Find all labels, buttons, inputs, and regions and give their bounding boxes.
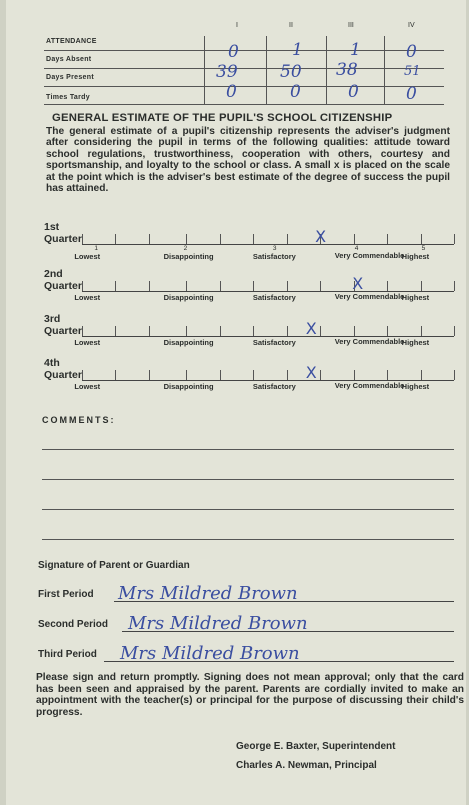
scale-tick — [220, 326, 221, 336]
scale-label: Very Commendable — [334, 337, 405, 346]
scale-label: Disappointing — [163, 293, 214, 302]
divider — [326, 36, 327, 104]
scale-label: Very Commendable — [334, 251, 405, 260]
scale-tick — [320, 370, 321, 380]
scale-label: Satisfactory — [252, 252, 296, 261]
superintendent-name: George E. Baxter, Superintendent — [236, 741, 396, 752]
column-header-2: II — [289, 22, 293, 29]
scale-tick — [220, 370, 221, 380]
scale-tick — [115, 234, 116, 244]
present-q3: 38 — [336, 60, 358, 80]
scale-tick — [454, 370, 455, 380]
absent-q1: 0 — [228, 42, 239, 62]
scale-tick — [186, 370, 187, 380]
absent-q2: 1 — [292, 40, 303, 60]
times-tardy-label: Times Tardy — [46, 94, 90, 101]
scale-tick — [82, 281, 83, 291]
scale-tick — [421, 326, 422, 336]
scale-number: 3 — [272, 245, 277, 252]
scale-tick — [253, 326, 254, 336]
citizenship-mark: X — [305, 319, 317, 338]
scale-label: Lowest — [74, 252, 101, 261]
quarter-number: 4th — [44, 357, 60, 369]
citizenship-intro: The general estimate of a pupil's citizenship represents the adviser's judgment after considering the pupil in terms of the following qualities: attitude toward school regulations, trustworthiness, cooperation with others, courtesy and sportsmanship, and loyalty to the school or class. A small x is placed on the scale at the point which is the adviser's best estimate of the degree of success the pupil has attained. — [46, 126, 450, 195]
quarter-scale — [44, 222, 456, 266]
scale-tick — [320, 326, 321, 336]
signature-label: Second Period — [38, 619, 109, 630]
scale-label: Highest — [401, 252, 430, 261]
scale-tick — [82, 370, 83, 380]
principal-name: Charles A. Newman, Principal — [236, 760, 377, 771]
scale-tick — [287, 370, 288, 380]
scale-tick — [149, 326, 150, 336]
scale-label: Disappointing — [163, 382, 214, 391]
column-header-3: III — [348, 22, 354, 29]
scale-number: 5 — [421, 245, 426, 252]
citizenship-mark: X — [352, 274, 364, 293]
scale-tick — [220, 234, 221, 244]
scale-tick — [387, 326, 388, 336]
scale-line — [82, 244, 454, 245]
scale-tick — [454, 281, 455, 291]
scale-tick — [253, 370, 254, 380]
scale-tick — [454, 234, 455, 244]
tardy-q3: 0 — [348, 82, 359, 102]
scale-tick — [421, 281, 422, 291]
days-present-label: Days Present — [46, 74, 94, 81]
scale-label: Highest — [401, 382, 430, 391]
scale-tick — [387, 234, 388, 244]
scale-tick — [82, 326, 83, 336]
comment-line — [42, 539, 454, 540]
scale-tick — [115, 326, 116, 336]
scale-tick — [421, 234, 422, 244]
quarter-scale — [44, 269, 456, 313]
comment-line — [42, 449, 454, 450]
scale-tick — [220, 281, 221, 291]
quarter-number: 2nd — [44, 268, 63, 280]
scale-label: Highest — [401, 338, 430, 347]
scale-tick — [253, 281, 254, 291]
scale-tick — [287, 281, 288, 291]
scale-tick — [186, 326, 187, 336]
scale-tick — [149, 234, 150, 244]
parent-signature: Mrs Mildred Brown — [118, 583, 298, 604]
absent-q4: 0 — [406, 42, 417, 62]
scale-tick — [320, 281, 321, 291]
divider — [204, 36, 205, 104]
scale-label: Very Commendable — [334, 381, 405, 390]
notice-text: Please sign and return promptly. Signing does not mean approval; only that the card has been seen and appraised by the parent. Parents are cordially invited to make an appointment with the teacher(s) or principal for the purpose of discussing their child's progress. — [36, 672, 464, 718]
signature-label: First Period — [38, 589, 94, 600]
scale-number: 1 — [94, 245, 98, 252]
quarter-label: Quarter — [44, 280, 82, 292]
scale-tick — [115, 281, 116, 291]
quarter-label: Quarter — [44, 325, 82, 337]
comment-line — [42, 479, 454, 480]
comment-line — [42, 509, 454, 510]
scale-tick — [149, 281, 150, 291]
attendance-title: ATTENDANCE — [46, 38, 97, 45]
scale-tick — [387, 281, 388, 291]
column-header-1: I — [236, 22, 238, 29]
scale-label: Very Commendable — [334, 292, 405, 301]
scale-label: Highest — [401, 293, 430, 302]
divider — [44, 104, 444, 105]
signature-label: Third Period — [38, 649, 97, 660]
citizenship-title: GENERAL ESTIMATE OF THE PUPIL'S SCHOOL CITIZENSHIP — [52, 112, 393, 124]
quarter-label: Quarter — [44, 369, 82, 381]
absent-q3: 1 — [350, 40, 361, 60]
scale-tick — [253, 234, 254, 244]
scale-tick — [287, 326, 288, 336]
divider — [266, 36, 267, 104]
scale-tick — [186, 234, 187, 244]
scale-label: Disappointing — [163, 338, 214, 347]
scale-tick — [354, 370, 355, 380]
scale-tick — [454, 326, 455, 336]
scale-label: Disappointing — [163, 252, 214, 261]
scale-label: Lowest — [74, 293, 101, 302]
scale-tick — [115, 370, 116, 380]
quarter-number: 1st — [44, 221, 60, 233]
signature-heading: Signature of Parent or Guardian — [38, 560, 190, 571]
scale-number: 2 — [183, 245, 188, 252]
column-header-4: IV — [408, 22, 415, 29]
scale-label: Lowest — [74, 338, 101, 347]
comments-label: COMMENTS: — [42, 415, 116, 425]
present-q1: 39 — [216, 62, 238, 82]
citizenship-mark: X — [315, 227, 327, 246]
tardy-q2: 0 — [290, 82, 301, 102]
scale-tick — [82, 234, 83, 244]
report-card — [6, 0, 466, 805]
quarter-scale — [44, 314, 456, 358]
signature-row-first — [38, 580, 456, 602]
scale-number: 4 — [354, 245, 359, 252]
present-q2: 50 — [280, 62, 302, 82]
signature-row-third — [38, 640, 456, 662]
quarter-scale — [44, 358, 456, 402]
scale-tick — [354, 234, 355, 244]
tardy-q1: 0 — [226, 82, 237, 102]
parent-signature: Mrs Mildred Brown — [120, 643, 300, 664]
quarter-number: 3rd — [44, 313, 61, 325]
scale-tick — [149, 370, 150, 380]
scale-label: Satisfactory — [252, 338, 296, 347]
scale-tick — [421, 370, 422, 380]
scale-tick — [387, 370, 388, 380]
divider — [384, 36, 385, 104]
citizenship-mark: X — [305, 363, 317, 382]
parent-signature: Mrs Mildred Brown — [128, 613, 308, 634]
scale-label: Satisfactory — [252, 293, 296, 302]
scale-label: Lowest — [74, 382, 101, 391]
scale-tick — [354, 326, 355, 336]
present-q4: 51 — [404, 64, 421, 79]
signature-row-second — [38, 610, 456, 632]
quarter-label: Quarter — [44, 233, 82, 245]
scale-label: Satisfactory — [252, 382, 296, 391]
days-absent-label: Days Absent — [46, 56, 92, 63]
tardy-q4: 0 — [406, 84, 417, 104]
scale-tick — [186, 281, 187, 291]
scale-tick — [287, 234, 288, 244]
